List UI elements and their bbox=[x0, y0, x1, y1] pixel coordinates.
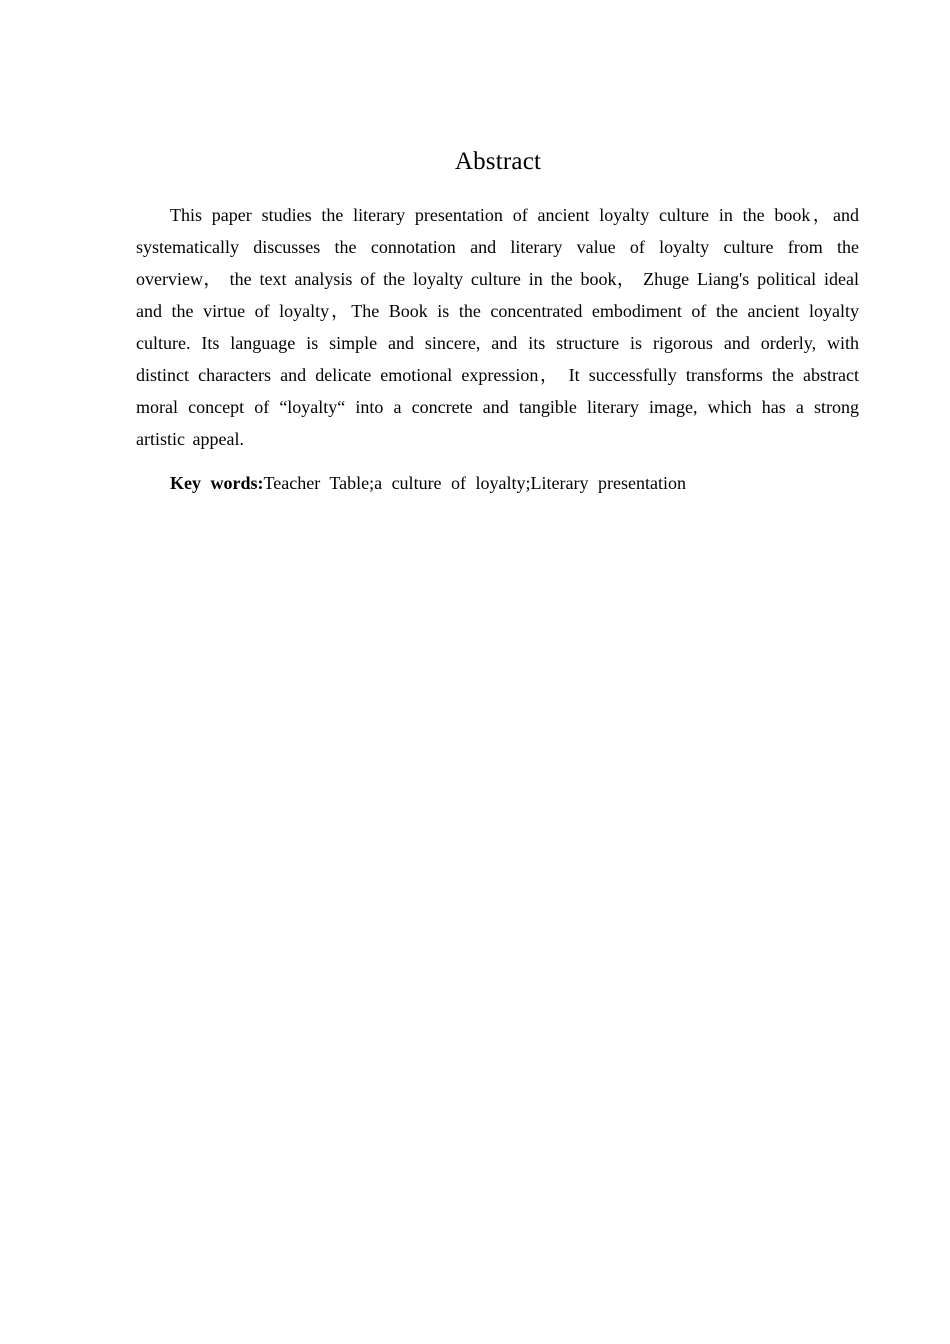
abstract-title: Abstract bbox=[454, 148, 542, 175]
keywords-label: Key words: bbox=[170, 473, 264, 493]
abstract-paragraph: This paper studies the literary presentation of ancient loyalty culture in the book，and systematically discusses the connotation and literary value of loyalty culture from the overview， the text analysis of the loyalty culture in the book， Zhuge Liang's political ideal and the virtue of loyalty，The Book is the concentrated embodiment of the ancient loyalty culture. Its language is simple and sincere, and its structure is rigorous and orderly, with distinct characters and delicate emotional expression， It successfully transforms the abstract moral concept of “loyalty“ into a concrete and tangible literary image, which has a strong artistic appeal. bbox=[136, 205, 859, 449]
keywords-line bbox=[136, 467, 859, 499]
keywords-value: Teacher Table;a culture of loyalty;Literary presentation bbox=[263, 473, 686, 493]
